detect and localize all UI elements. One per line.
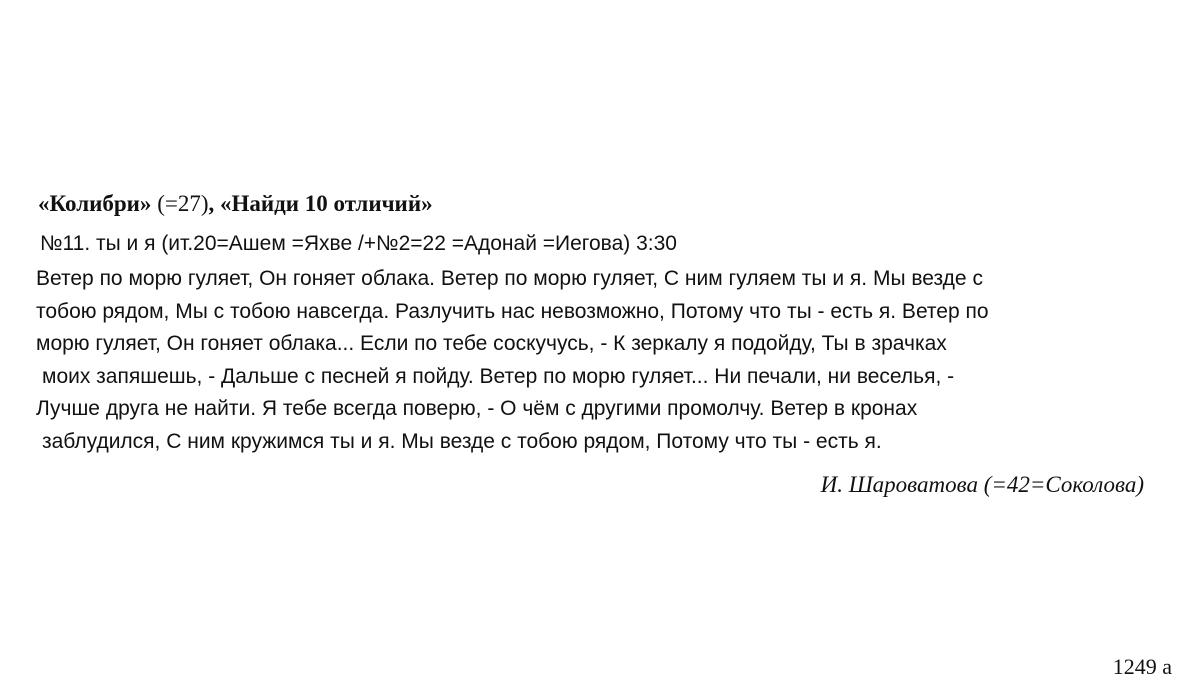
album-count: (=27) [151, 191, 209, 216]
lyric-line: Ветер по морю гуляет, Он гоняет облака. Ветер по морю гуляет, С ним гуляем ты и я. Мы везде с [36, 267, 983, 290]
album-title: «Колибри» [38, 191, 152, 216]
lyric-line: моих запяшешь, - Дальше с песней я пойду. Ветер по морю гуляет... Ни печали, ни веселья, - [42, 364, 955, 388]
lyric-line: морю гуляет, Он гоняет облака... Если по тебе соскучусь, - К зеркалу я подойду, Ты в зрачках [36, 332, 947, 355]
title-separator: , [208, 191, 220, 216]
lyric-line: тобою рядом, Мы с тобою навсегда. Разлучить нас невозможно, Потому что ты - есть я. Ветер по [36, 299, 989, 323]
song-header: №11. ты и я (ит.20=Ашем =Яхве /+№2=22 =Адонай =Иегова) 3:30 [40, 232, 677, 255]
lyric-line: заблудился, С ним кружимся ты и я. Мы везде с тобою рядом, Потому что ты - есть я. [42, 429, 882, 453]
author-signature: И. Шароватова (=42=Соколова) [820, 472, 1144, 497]
page-number: 1249 а [1112, 654, 1172, 679]
album-title-line [38, 189, 433, 219]
lyric-line: Лучше друга не найти. Я тебе всегда поверю, - О чём с другими промолчу. Ветер в кронах [36, 397, 918, 420]
lyrics-block [36, 263, 1166, 458]
album-subtitle: «Найди 10 отличий» [219, 191, 433, 216]
